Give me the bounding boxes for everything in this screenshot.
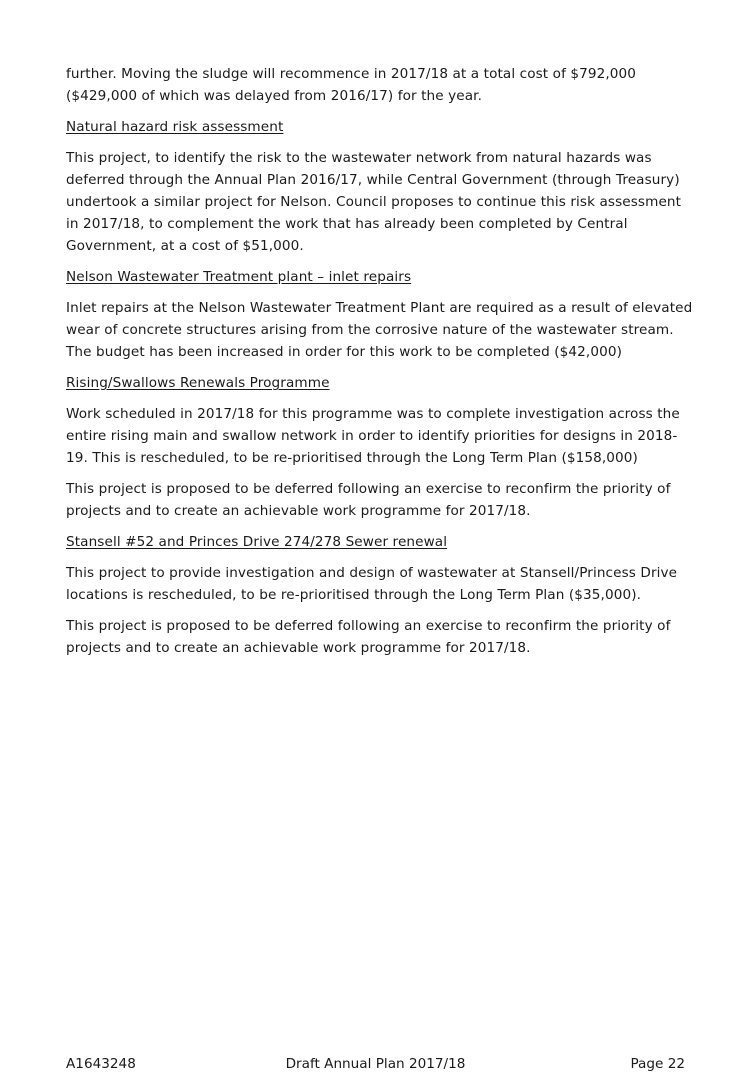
- section-heading-stansell-princes: Stansell #52 and Princes Drive 274/278 Sewer renewal: [66, 534, 448, 550]
- section-heading-rising-swallows: Rising/Swallows Renewals Programme: [66, 375, 330, 391]
- paragraph-stansell-princes-1: This project to provide investigation and design of wastewater at Stansell/Princess Drive locations is rescheduled, to be re-prioritised through the Long Term Plan ($35,000).: [66, 565, 678, 603]
- paragraph-intro: further. Moving the sludge will recommence in 2017/18 at a total cost of $792,000 ($429,000 of which was delayed from 2016/17) for the year.: [66, 66, 637, 104]
- footer-page-number: Page 22: [630, 1056, 685, 1072]
- paragraph-stansell-princes-2: This project is proposed to be deferred following an exercise to reconfirm the priority of projects and to create an achievable work programme for 2017/18.: [66, 618, 671, 656]
- section-heading-inlet-repairs: Nelson Wastewater Treatment plant – inlet repairs: [66, 269, 412, 285]
- paragraph-inlet-repairs: Inlet repairs at the Nelson Wastewater Treatment Plant are required as a result of elevated wear of concrete structures arising from the corrosive nature of the wastewater stream. The budget has been increased in order for this work to be completed ($42,000): [66, 300, 693, 360]
- footer-doc-id: A1643248: [66, 1056, 136, 1072]
- section-heading-natural-hazard: Natural hazard risk assessment: [66, 119, 284, 135]
- paragraph-natural-hazard: This project, to identify the risk to the wastewater network from natural hazards was deferred through the Annual Plan 2016/17, while Central Government (through Treasury) undertook a similar project for Nelson. Council proposes to continue this risk assessment in 2017/18, to complement the work that has already been completed by Central Government, at a cost of $51,000.: [66, 150, 682, 254]
- document-body: [66, 63, 696, 668]
- paragraph-rising-swallows-2: This project is proposed to be deferred following an exercise to reconfirm the priority of projects and to create an achievable work programme for 2017/18.: [66, 481, 671, 519]
- paragraph-rising-swallows-1: Work scheduled in 2017/18 for this programme was to complete investigation across the entire rising main and swallow network in order to identify priorities for designs in 2018-19. This is rescheduled, to be re-prioritised through the Long Term Plan ($158,000): [66, 406, 680, 466]
- footer-doc-title: Draft Annual Plan 2017/18: [285, 1056, 466, 1072]
- page-footer: [66, 1054, 685, 1074]
